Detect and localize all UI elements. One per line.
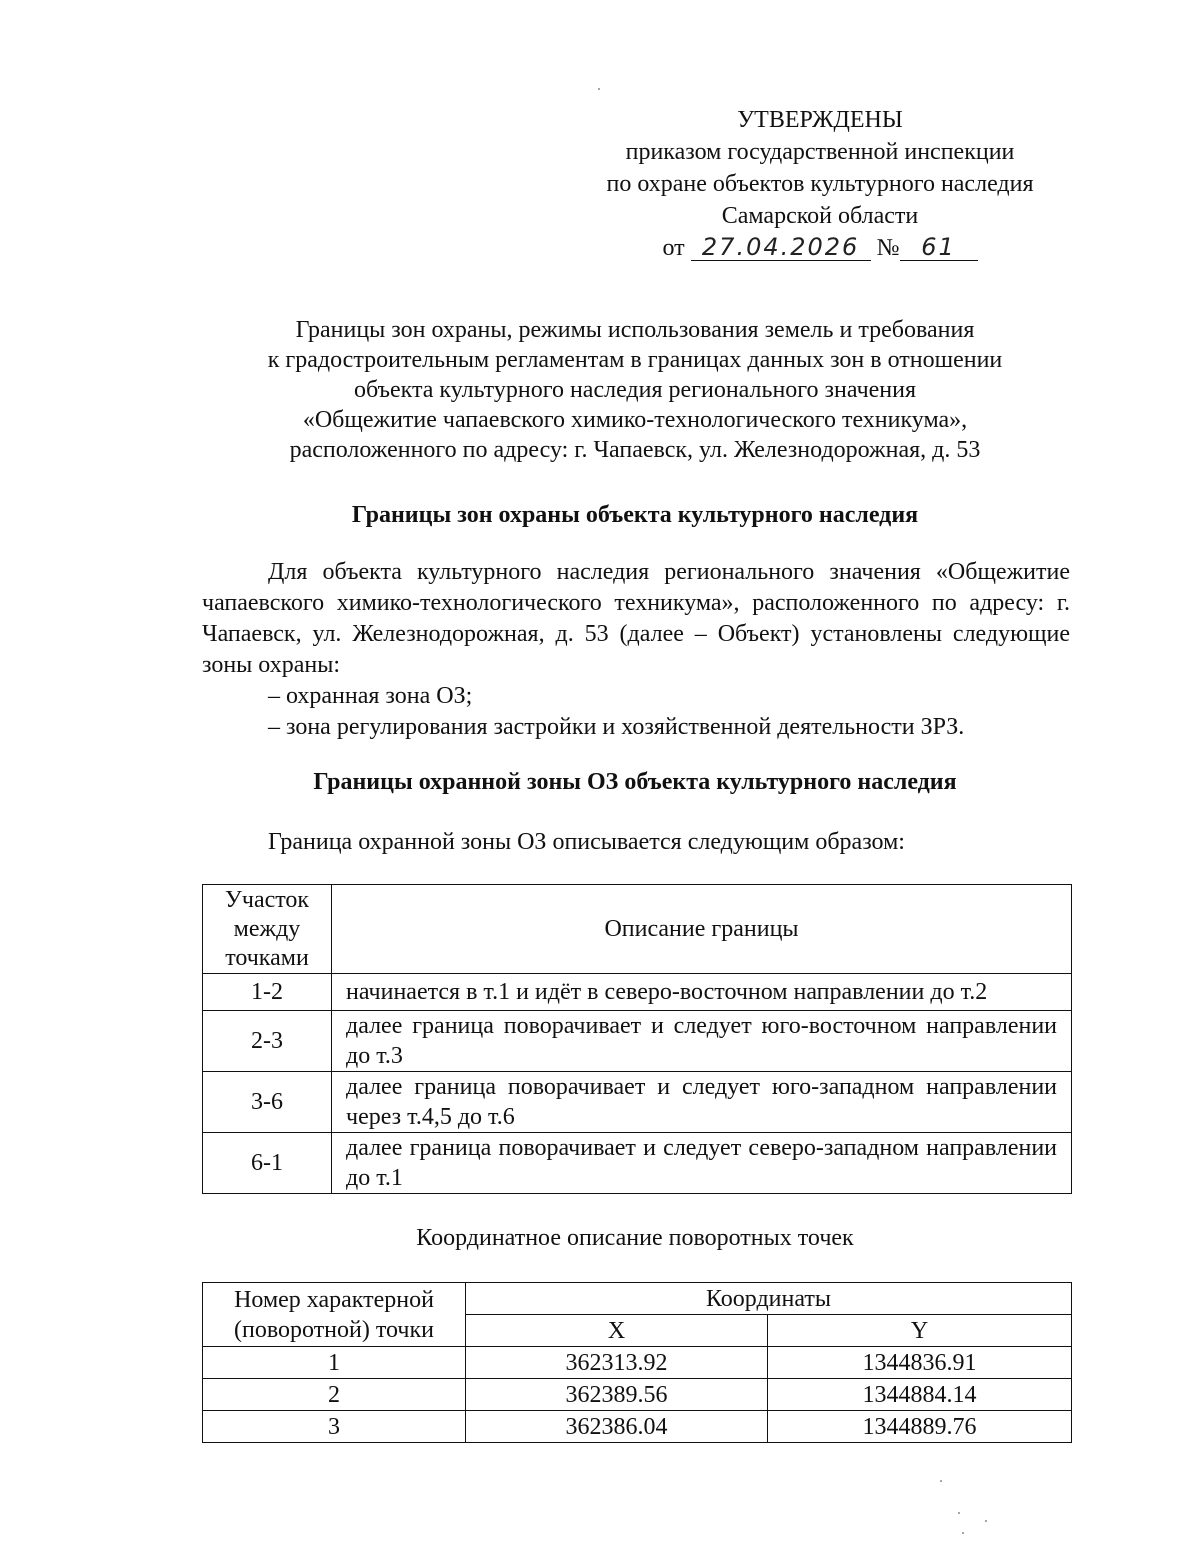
approval-date-line	[560, 232, 1080, 264]
header-coordinates: Координаты	[466, 1283, 1072, 1315]
y-cell: 1344836.91	[768, 1347, 1072, 1379]
header-description: Описание границы	[332, 885, 1072, 974]
table-row	[203, 1347, 1072, 1379]
section-heading-protection-zones: Границы зон охраны объекта культурного наследия	[351, 502, 919, 528]
scan-speck	[940, 1480, 942, 1482]
y-cell: 1344889.76	[768, 1411, 1072, 1443]
table-row	[203, 974, 1072, 1011]
table-row	[203, 1379, 1072, 1411]
title-line-2: к градостроительным регламентам в границах данных зон в отношении	[267, 347, 1003, 373]
coords-header-row	[203, 1283, 1072, 1315]
header-x: X	[466, 1315, 768, 1347]
point-cell: 1	[203, 1347, 466, 1379]
scan-speck	[985, 1520, 987, 1522]
scan-speck	[598, 88, 600, 90]
approval-line-1: приказом государственной инспекции	[625, 139, 1015, 165]
header-y: Y	[768, 1315, 1072, 1347]
approval-title: УТВЕРЖДЕНЫ	[737, 107, 903, 133]
title-line-1: Границы зон охраны, режимы использования земель и требования	[295, 317, 975, 343]
description-cell: далее граница поворачивает и следует северо-западном направлении до т.1	[332, 1133, 1072, 1194]
zones-paragraph	[202, 557, 1070, 743]
table-row	[203, 1411, 1072, 1443]
date-prefix: от	[662, 235, 685, 261]
x-cell: 362313.92	[466, 1347, 768, 1379]
table-row	[203, 1133, 1072, 1194]
point-cell: 3	[203, 1411, 466, 1443]
approval-stamp	[560, 104, 1080, 264]
boundary-intro: Граница охранной зоны ОЗ описывается следующим образом:	[268, 829, 905, 855]
description-cell: далее граница поворачивает и следует юго-восточном направлении до т.3	[332, 1011, 1072, 1072]
coordinates-caption: Координатное описание поворотных точек	[416, 1225, 854, 1251]
description-cell: начинается в т.1 и идёт в северо-восточном направлении до т.2	[332, 974, 1072, 1011]
number-prefix: №	[876, 235, 900, 261]
zones-description: Для объекта культурного наследия регионального значения «Общежитие чапаевского химико-технологического техникума», расположенного по адресу: г. Чапаевск, ул. Железнодорожная, д. 53 (далее – Объект) установлены следующие зоны охраны:	[202, 559, 1070, 678]
coordinates-table	[202, 1282, 1072, 1443]
handwritten-date: 27.04.2026	[691, 234, 871, 261]
header-segment	[203, 885, 332, 974]
segment-cell: 2-3	[203, 1011, 332, 1072]
scan-speck	[958, 1512, 960, 1514]
header-segment-word-2: между	[233, 915, 301, 942]
title-line-3: объекта культурного наследия регионального значения	[353, 377, 917, 403]
title-line-4: «Общежитие чапаевского химико-технологического техникума»,	[302, 407, 968, 433]
handwritten-number: 61	[900, 234, 978, 261]
title-line-5: расположенного по адресу: г. Чапаевск, ул. Железнодорожная, д. 53	[289, 437, 981, 463]
segment-cell: 1-2	[203, 974, 332, 1011]
table-row	[203, 1011, 1072, 1072]
header-point-number: Номер характерной (поворотной) точки	[203, 1283, 466, 1347]
x-cell: 362386.04	[466, 1411, 768, 1443]
boundary-description-table	[202, 884, 1072, 1194]
x-cell: 362389.56	[466, 1379, 768, 1411]
section-heading-oz-boundaries: Границы охранной зоны ОЗ объекта культурного наследия	[313, 769, 957, 795]
approval-line-3: Самарской области	[721, 203, 919, 229]
table-header-row	[203, 885, 1072, 974]
document-title	[200, 315, 1070, 465]
approval-line-2: по охране объектов культурного наследия	[606, 171, 1034, 197]
table-row	[203, 1072, 1072, 1133]
header-segment-word-1: Участок	[224, 886, 310, 913]
y-cell: 1344884.14	[768, 1379, 1072, 1411]
segment-cell: 3-6	[203, 1072, 332, 1133]
bullet-regulation-zone: – зона регулирования застройки и хозяйственной деятельности ЗРЗ.	[268, 714, 965, 740]
point-cell: 2	[203, 1379, 466, 1411]
header-segment-word-3: точками	[225, 944, 309, 971]
scan-speck	[962, 1532, 964, 1534]
description-cell: далее граница поворачивает и следует юго-западном направлении через т.4,5 до т.6	[332, 1072, 1072, 1133]
segment-cell: 6-1	[203, 1133, 332, 1194]
bullet-protection-zone: – охранная зона ОЗ;	[268, 683, 473, 709]
